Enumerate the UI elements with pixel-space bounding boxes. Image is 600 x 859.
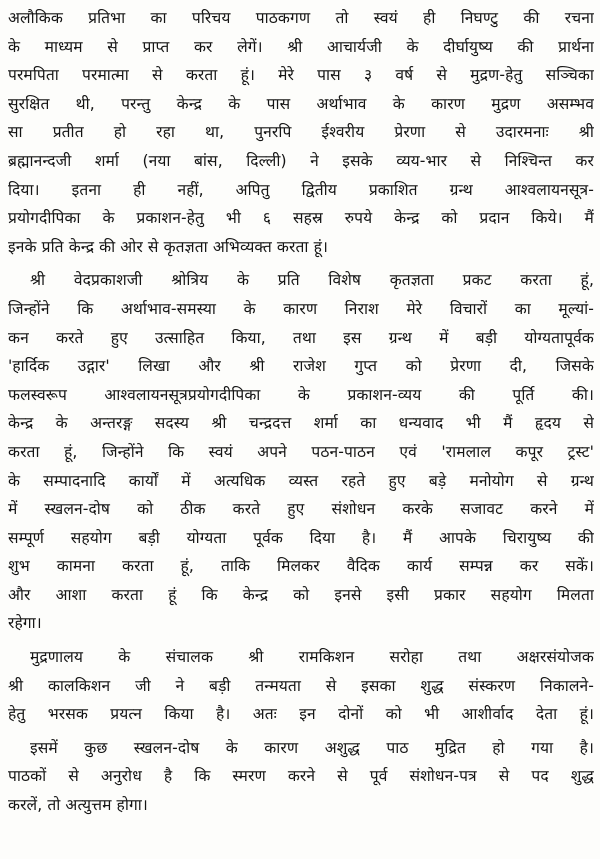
paragraph-2 <box>8 266 594 638</box>
text-line: रहेगा। <box>8 614 42 633</box>
text-line: के सम्पादनादि कार्यों में अत्यधिक व्यस्त रहते हुए बड़े मनोयोग से ग्रन्थ <box>8 471 594 490</box>
text-line: प्रयोगदीपिका के प्रकाशन-हेतु भी ६ सहस्र रुपये केन्द्र को प्रदान किये। मैं <box>8 209 594 228</box>
text-line: मुद्रणालय के संचालक श्री रामकिशन सरोहा तथा अक्षरसंयोजक <box>30 648 594 667</box>
text-line: ब्रह्मानन्दजी शर्मा (नया बांस, दिल्ली) ने इसके व्यय-भार से निश्चिन्त कर <box>8 151 594 170</box>
text-line: 'हार्दिक उद्गार' लिखा और श्री राजेश गुप्त को प्रेरणा दी, जिसके <box>8 357 594 376</box>
text-line: दिया। इतना ही नहीं, अपितु द्वितीय प्रकाशित ग्रन्थ आश्वलायनसूत्र- <box>8 180 594 199</box>
text-line: फलस्वरूप आश्वलायनसूत्रप्रयोगदीपिका के प्रकाशन-व्यय की पूर्ति की। <box>8 385 594 404</box>
text-line: पाठकों से अनुरोध है कि स्मरण करने से पूर्व संशोधन-पत्र से पद शुद्ध <box>8 767 594 786</box>
text-line: करता हूं, जिन्होंने कि स्वयं अपने पठन-पाठन एवं 'रामलाल कपूर ट्रस्ट' <box>8 442 594 461</box>
text-line: के माध्यम से प्राप्त कर लेगें। श्री आचार्यजी के दीर्घायुष्य की प्रार्थना <box>8 37 594 56</box>
paragraph-3 <box>8 643 594 729</box>
text-line: हेतु भरसक प्रयत्न किया है। अतः इन दोनों को भी आशीर्वाद देता हूं। <box>8 705 594 724</box>
text-line: सा प्रतीत हो रहा था, पुनरपि ईश्वरीय प्रेरणा से उदारमनाः श्री <box>8 123 594 142</box>
text-line: शुभ कामना करता हूं, ताकि मिलकर वैदिक कार्य सम्पन्न कर सकें। <box>8 557 594 576</box>
text-line: अलौकिक प्रतिभा का परिचय पाठकगण तो स्वयं ही निघण्टु की रचना <box>8 9 594 27</box>
text-line: करलें, तो अत्युत्तम होगा। <box>8 796 148 815</box>
text-line: परमपिता परमात्मा से करता हूं। मेरे पास ३ वर्ष से मुद्रण-हेतु सञ्चिका <box>8 66 594 85</box>
text-line: इनके प्रति केन्द्र की ओर से कृतज्ञता अभिव्यक्त करता हूं। <box>8 237 328 256</box>
text-line: केन्द्र के अन्तरङ्ग सदस्य श्री चन्द्रदत्त शर्मा का धन्यवाद भी मैं हृदय से <box>8 414 594 433</box>
text-line: सम्पूर्ण सहयोग बड़ी योग्यता पूर्वक दिया है। मैं आपके चिरायुष्य की <box>8 528 594 547</box>
text-line: श्री वेदप्रकाशजी श्रोत्रिय के प्रति विशेष कृतज्ञता प्रकट करता हूं, <box>30 271 594 290</box>
text-line: और आशा करता हूं कि केन्द्र को इनसे इसी प्रकार सहयोग मिलता <box>8 585 594 604</box>
text-line: जिन्होंने कि अर्थाभाव-समस्या के कारण निराश मेरे विचारों का मूल्यां- <box>8 299 594 318</box>
paragraph-4 <box>8 734 594 820</box>
text-line: में स्खलन-दोष को ठीक करते हुए संशोधन करके सजावट करने में <box>8 500 594 519</box>
text-line: कन करते हुए उत्साहित किया, तथा इस ग्रन्थ में बड़ी योग्यतापूर्वक <box>8 328 594 347</box>
text-line: इसमें कुछ स्खलन-दोष के कारण अशुद्ध पाठ मुद्रित हो गया है। <box>30 738 594 757</box>
text-line: सुरक्षित थी, परन्तु केन्द्र के पास अर्थाभाव के कारण मुद्रण असम्भव <box>8 94 594 113</box>
paragraph-1 <box>8 4 594 261</box>
text-line: श्री कालकिशन जी ने बड़ी तन्मयता से इसका शुद्ध संस्करण निकालने- <box>8 676 594 695</box>
